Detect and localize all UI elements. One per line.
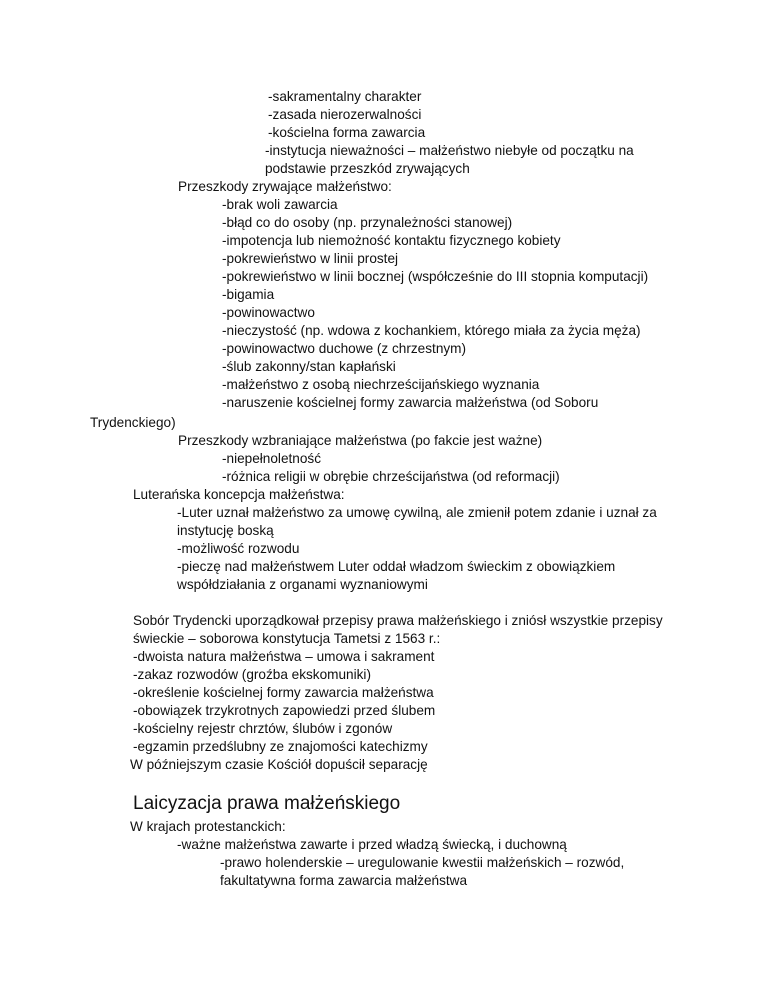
text-line: -pieczę nad małżeństwem Luter oddał władzom świeckim z obowiązkiem: [177, 559, 616, 574]
text-line: -błąd co do osoby (np. przynależności stanowej): [222, 215, 513, 230]
text-line: -impotencja lub niemożność kontaktu fizycznego kobiety: [222, 233, 561, 248]
text-line: -obowiązek trzykrotnych zapowiedzi przed ślubem: [133, 703, 436, 718]
section-label: Przeszkody wzbraniające małżeństwa (po fakcie jest ważne): [178, 433, 543, 448]
text-line: instytucję boską: [177, 523, 274, 538]
text-line: Trydenckiego): [90, 415, 176, 430]
text-line: -nieczystość (np. wdowa z kochankiem, którego miała za życia męża): [222, 323, 641, 338]
text-line: -instytucja nieważności – małżeństwo niebyłe od początku na: [265, 143, 634, 158]
text-line: -Luter uznał małżeństwo za umowę cywilną, ale zmienił potem zdanie i uznał za: [177, 505, 657, 520]
section-heading: Laicyzacja prawa małżeńskiego: [133, 793, 401, 814]
text-line: -możliwość rozwodu: [177, 541, 300, 556]
text-line: -ważne małżeństwa zawarte i przed władzą świecką, i duchowną: [177, 837, 567, 852]
text-line: -niepełnoletność: [222, 451, 321, 466]
text-line: -zakaz rozwodów (groźba ekskomuniki): [133, 667, 371, 682]
text-line: -egzamin przedślubny ze znajomości katechizmy: [133, 739, 428, 754]
paragraph-line: Sobór Trydencki uporządkował przepisy prawa małżeńskiego i zniósł wszystkie przepisy: [133, 613, 663, 628]
text-line: -prawo holenderskie – uregulowanie kwestii małżeńskich – rozwód,: [220, 855, 625, 870]
text-line: -bigamia: [222, 287, 275, 302]
section-label: W krajach protestanckich:: [130, 819, 286, 834]
text-line: -kościelny rejestr chrztów, ślubów i zgonów: [133, 721, 393, 736]
text-line: podstawie przeszkód zrywających: [265, 161, 470, 176]
text-line: -naruszenie kościelnej formy zawarcia małżeństwa (od Soboru: [222, 395, 599, 410]
text-line: -określenie kościelnej formy zawarcia małżeństwa: [133, 685, 434, 700]
text-line: -zasada nierozerwalności: [268, 107, 422, 122]
text-line: -dwoista natura małżeństwa – umowa i sakrament: [133, 649, 435, 664]
section-label: Luterańska koncepcja małżeństwa:: [133, 487, 345, 502]
text-line: -pokrewieństwo w linii bocznej (współcześnie do III stopnia komputacji): [222, 269, 649, 284]
text-line: -sakramentalny charakter: [268, 89, 422, 104]
text-line: -ślub zakonny/stan kapłański: [222, 359, 396, 374]
text-line: -pokrewieństwo w linii prostej: [222, 251, 399, 266]
text-line: współdziałania z organami wyznaniowymi: [177, 577, 428, 592]
text-line: fakultatywna forma zawarcia małżeństwa: [220, 873, 468, 888]
text-line: -małżeństwo z osobą niechrześcijańskiego wyznania: [222, 377, 540, 392]
text-line: -powinowactwo: [222, 305, 315, 320]
text-line: -kościelna forma zawarcia: [268, 125, 426, 140]
text-line: -różnica religii w obrębie chrześcijaństwa (od reformacji): [222, 469, 560, 484]
text-line: W późniejszym czasie Kościół dopuścił separację: [130, 757, 428, 772]
section-label: Przeszkody zrywające małżeństwo:: [178, 179, 392, 194]
text-line: -brak woli zawarcia: [222, 197, 338, 212]
text-line: -powinowactwo duchowe (z chrzestnym): [222, 341, 467, 356]
paragraph-line: świeckie – soborowa konstytucja Tametsi z 1563 r.:: [133, 631, 441, 646]
